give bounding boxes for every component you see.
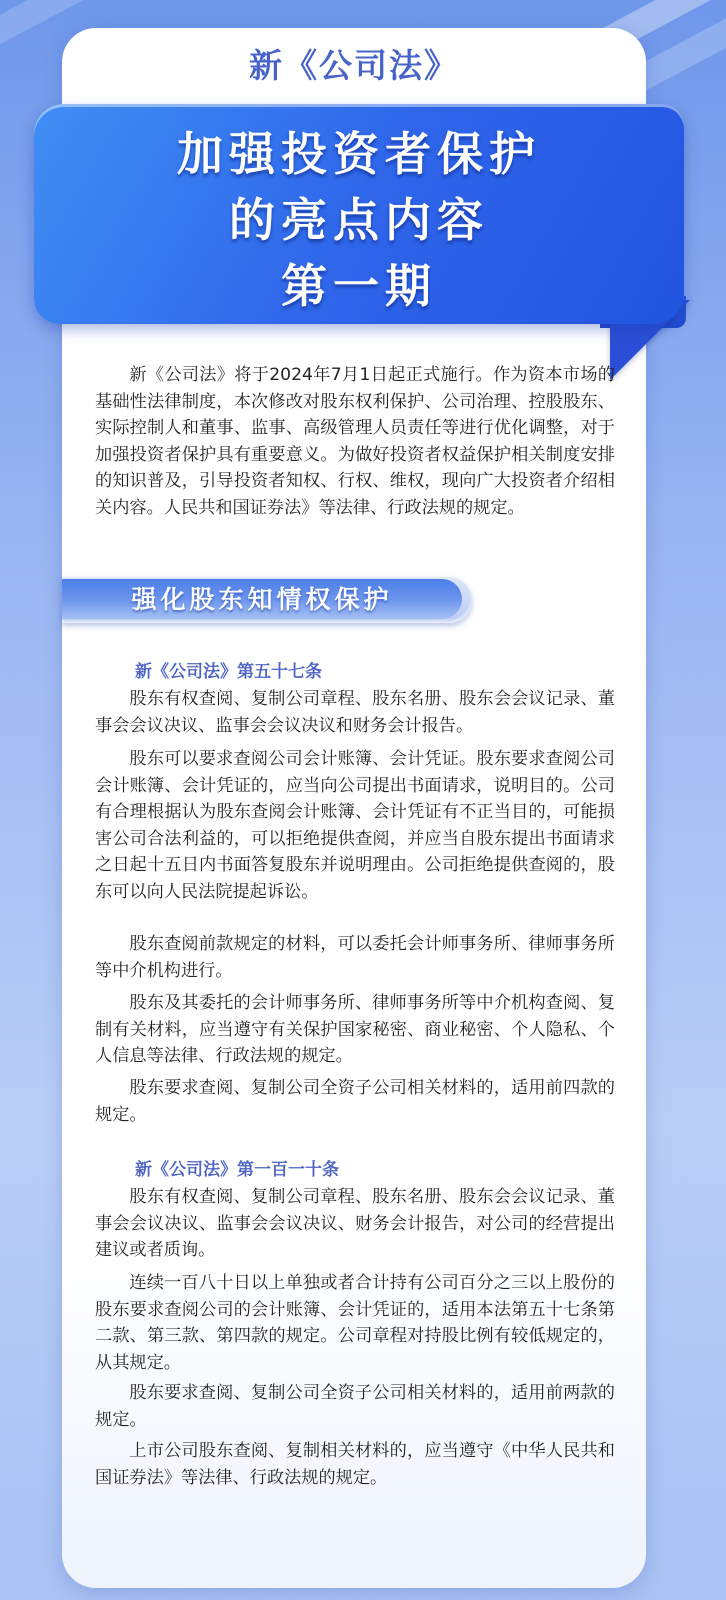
article-paragraph: 股东可以要求查阅公司会计账簿、会计凭证。股东要求查阅公司会计账簿、会计凭证的，应当向公司提出书面请求，说明目的。公司有合理根据认为股东查阅会计账簿、会计凭证有不正当目的，可能损害公司合法利益的，可以拒绝提供查阅，并应当自股东提出书面请求之日起十五日内书面答复股东并说明理由。公司拒绝提供查阅的，股东可以向人民法院提起诉讼。: [95, 749, 615, 902]
article-paragraph: 股东有权查阅、复制公司章程、股东名册、股东会会议记录、董事会会议决议、监事会会议决议和财务会计报告。: [95, 689, 615, 736]
article-paragraph: 股东有权查阅、复制公司章程、股东名册、股东会会议记录、董事会会议决议、监事会会议决议、财务会计报告，对公司的经营提出建议或者质询。: [95, 1187, 615, 1260]
header-subtitle: 新《公司法》: [249, 46, 459, 85]
intro-paragraph: 新《公司法》将于2024年7月1日起正式施行。作为资本市场的基础性法律制度，本次修改对股东权利保护、公司治理、控股股东、实际控制人和董事、监事、高级管理人员责任等进行优化调整，对于加强投资者保护具有重要意义。为做好投资者权益保护相关制度安排的知识普及，引导投资者知权、行权、维权，现向广大投资者介绍相关内容。人民共和国证券法》等法律、行政法规的规定。: [95, 365, 615, 518]
article-title: 新《公司法》第五十七条: [135, 662, 322, 682]
article-paragraph: 上市公司股东查阅、复制相关材料的，应当遵守《中华人民共和国证券法》等法律、行政法规的规定。: [95, 1441, 615, 1488]
title-line-3: 第一期: [281, 259, 437, 313]
title-line-2: 的亮点内容: [229, 193, 489, 247]
article-paragraph: 股东要求查阅、复制公司全资子公司相关材料的，适用前两款的规定。: [95, 1383, 615, 1430]
section-title: 强化股东知情权保护: [131, 585, 393, 614]
article-paragraph: 连续一百八十日以上单独或者合计持有公司百分之三以上股份的股东要求查阅公司的会计账簿、会计凭证的，适用本法第五十七条第二款、第三款、第四款的规定。公司章程对持股比例有较低规定的，从其规定。: [95, 1273, 615, 1373]
article-title: 新《公司法》第一百一十条: [135, 1160, 339, 1180]
article-paragraph: 股东及其委托的会计师事务所、律师事务所等中介机构查阅、复制有关材料，应当遵守有关保护国家秘密、商业秘密、个人隐私、个人信息等法律、行政法规的规定。: [95, 993, 615, 1066]
title-line-1: 加强投资者保护: [177, 127, 541, 181]
article-paragraph: 股东要求查阅、复制公司全资子公司相关材料的，适用前四款的规定。: [95, 1078, 615, 1125]
article-paragraph: 股东查阅前款规定的材料，可以委托会计师事务所、律师事务所等中介机构进行。: [95, 934, 615, 981]
